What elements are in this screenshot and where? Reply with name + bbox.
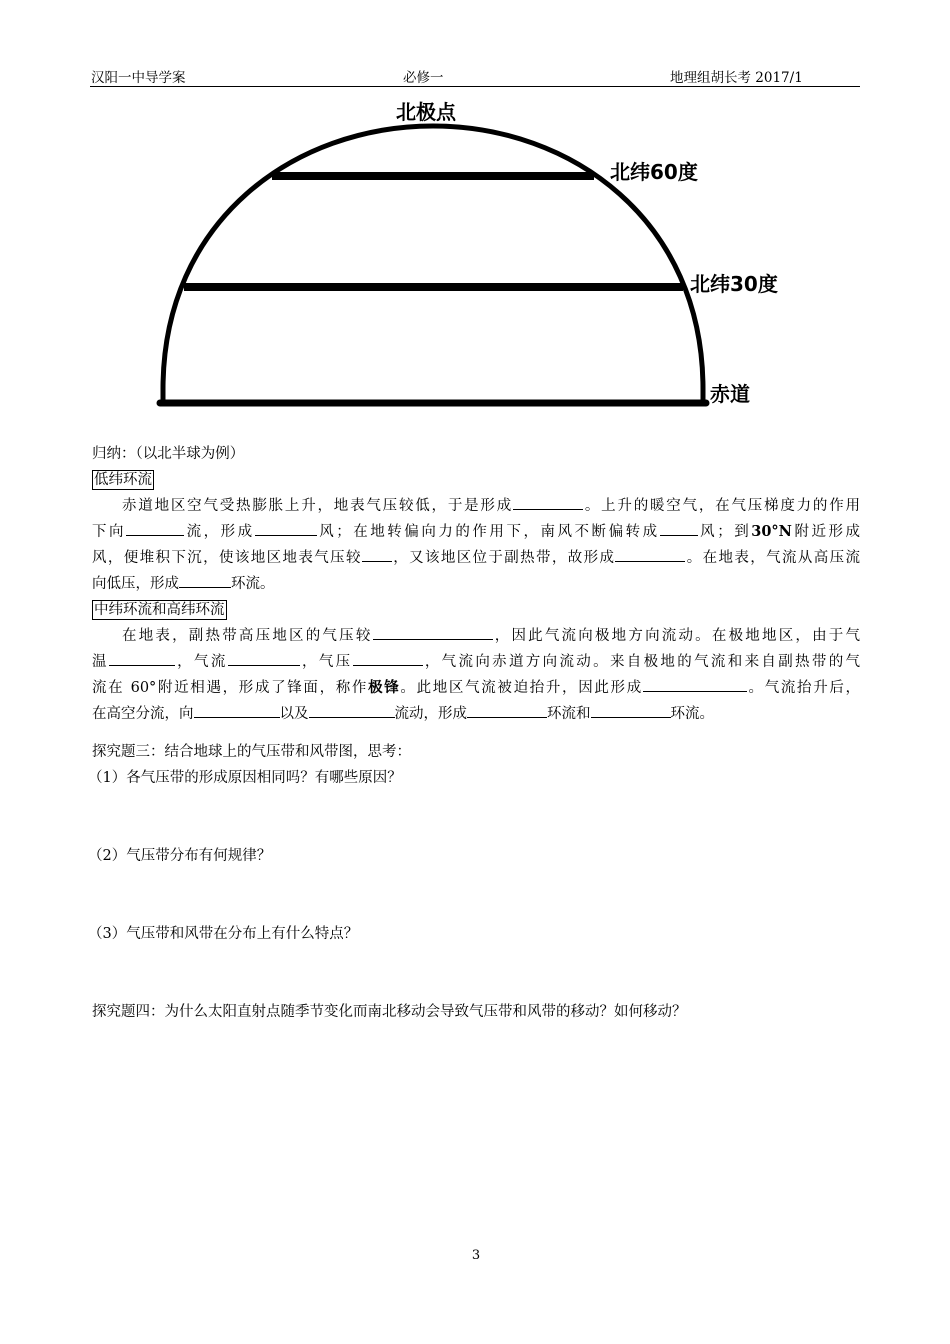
text-fragment: 。上升的暖空气，在气压梯度力的作用 [583, 498, 861, 514]
mid-paragraph-line-4 [92, 701, 860, 727]
mid-paragraph-line-3 [92, 675, 860, 701]
lat-60-label: 北纬60度 [610, 160, 698, 184]
text-fragment: 下向 [92, 524, 127, 540]
inquiry-3-question-3: （3）气压带和风带在分布上有什么特点？ [88, 926, 359, 942]
header-center-text: 必修一 [403, 70, 444, 86]
text-fragment: 风，便堆积下沉，使该地区地表气压较 [92, 550, 362, 566]
mid-high-section-title: 中纬环流和高纬环流 [94, 602, 225, 618]
answer-blank[interactable] [353, 650, 423, 666]
answer-blank[interactable] [615, 546, 685, 562]
inquiry-4-title: 探究题四：为什么太阳直射点随季节变化而南北移动会导致气压带和风带的移动？如何移动？ [92, 1004, 687, 1020]
text-fragment: 赤道地区空气受热膨胀上升，地表气压较低，于是形成 [122, 498, 514, 514]
text-fragment: 流，形成 [184, 524, 255, 540]
low-lat-section-title: 低纬环流 [94, 472, 152, 488]
text-fragment: 以及 [279, 706, 309, 722]
answer-blank[interactable] [467, 702, 547, 718]
text-fragment: 。此地区气流被迫抬升，因此形成 [400, 680, 643, 696]
polar-front-term: 极锋 [368, 679, 401, 696]
low-lat-paragraph-line-3 [92, 545, 860, 571]
answer-blank[interactable] [643, 676, 747, 692]
latitude-text: 30°N [751, 523, 792, 540]
text-fragment: 环流和 [547, 706, 591, 722]
inquiry-3-question-2: （2）气压带分布有何规律？ [88, 848, 272, 864]
header-right-text: 地理组胡长考 2017/1 [670, 70, 803, 86]
mid-paragraph-line-1 [92, 623, 860, 649]
text-fragment: ，因此气流向极地方向流动。在极地地区，由于气 [492, 628, 861, 644]
text-fragment: ，气流 [174, 654, 228, 670]
text-fragment: 环流。 [670, 706, 714, 722]
answer-blank[interactable] [309, 702, 395, 718]
answer-blank[interactable] [109, 650, 175, 666]
text-fragment: 。气流抬升后， [746, 680, 861, 696]
answer-blank[interactable] [513, 494, 583, 510]
text-fragment: ，又该地区位于副热带，故形成 [391, 550, 616, 566]
answer-blank[interactable] [179, 572, 231, 588]
page-number: 3 [471, 1248, 481, 1263]
answer-blank[interactable] [591, 702, 671, 718]
text-fragment: 环流。 [231, 576, 275, 592]
summary-intro: 归纳：（以北半球为例） [92, 446, 245, 462]
header-left-text: 汉阳一中导学案 [91, 70, 186, 86]
text-fragment: 在地表，副热带高压地区的气压较 [122, 628, 373, 644]
hemisphere-drawing [0, 0, 950, 440]
mid-high-section-title-row [92, 597, 860, 623]
low-lat-section-title-row [92, 467, 860, 493]
answer-blank[interactable] [126, 520, 184, 536]
worksheet-content [88, 441, 861, 1025]
hemisphere-diagram [0, 0, 950, 440]
answer-blank[interactable] [660, 520, 698, 536]
low-lat-paragraph-line-4 [92, 571, 860, 597]
inquiry-3-title: 探究题三：结合地球上的气压带和风带图，思考： [92, 744, 411, 760]
answer-blank[interactable] [228, 650, 300, 666]
answer-blank[interactable] [373, 624, 493, 640]
inquiry-3-question-1: （1）各气压带的形成原因相同吗？有哪些原因？ [88, 770, 402, 786]
text-fragment: 温 [92, 654, 109, 670]
mid-paragraph-line-2 [92, 649, 860, 675]
text-fragment: 在高空分流，向 [92, 706, 194, 722]
text-fragment: 向低压，形成 [92, 576, 179, 592]
answer-blank[interactable] [362, 546, 392, 562]
text-fragment: 风；到 [697, 524, 752, 540]
north-pole-label: 北极点 [396, 100, 456, 124]
lat-30-label: 北纬30度 [690, 272, 778, 296]
text-fragment: ，气压 [299, 654, 353, 670]
low-lat-paragraph-line-2 [92, 519, 860, 545]
text-fragment: 流动，形成 [394, 706, 467, 722]
equator-label: 赤道 [710, 382, 750, 406]
text-fragment: 。在地表，气流从高压流 [685, 550, 861, 566]
text-fragment: 附近形成 [791, 524, 861, 540]
text-fragment: 流在 60°附近相遇，形成了锋面，称作 [92, 680, 369, 696]
text-fragment: 风；在地转偏向力的作用下，南风不断偏转成 [316, 524, 660, 540]
answer-blank[interactable] [255, 520, 317, 536]
answer-blank[interactable] [194, 702, 280, 718]
text-fragment: ，气流向赤道方向流动。来自极地的气流和来自副热带的气 [422, 654, 861, 670]
low-lat-paragraph-line-1 [92, 493, 860, 519]
